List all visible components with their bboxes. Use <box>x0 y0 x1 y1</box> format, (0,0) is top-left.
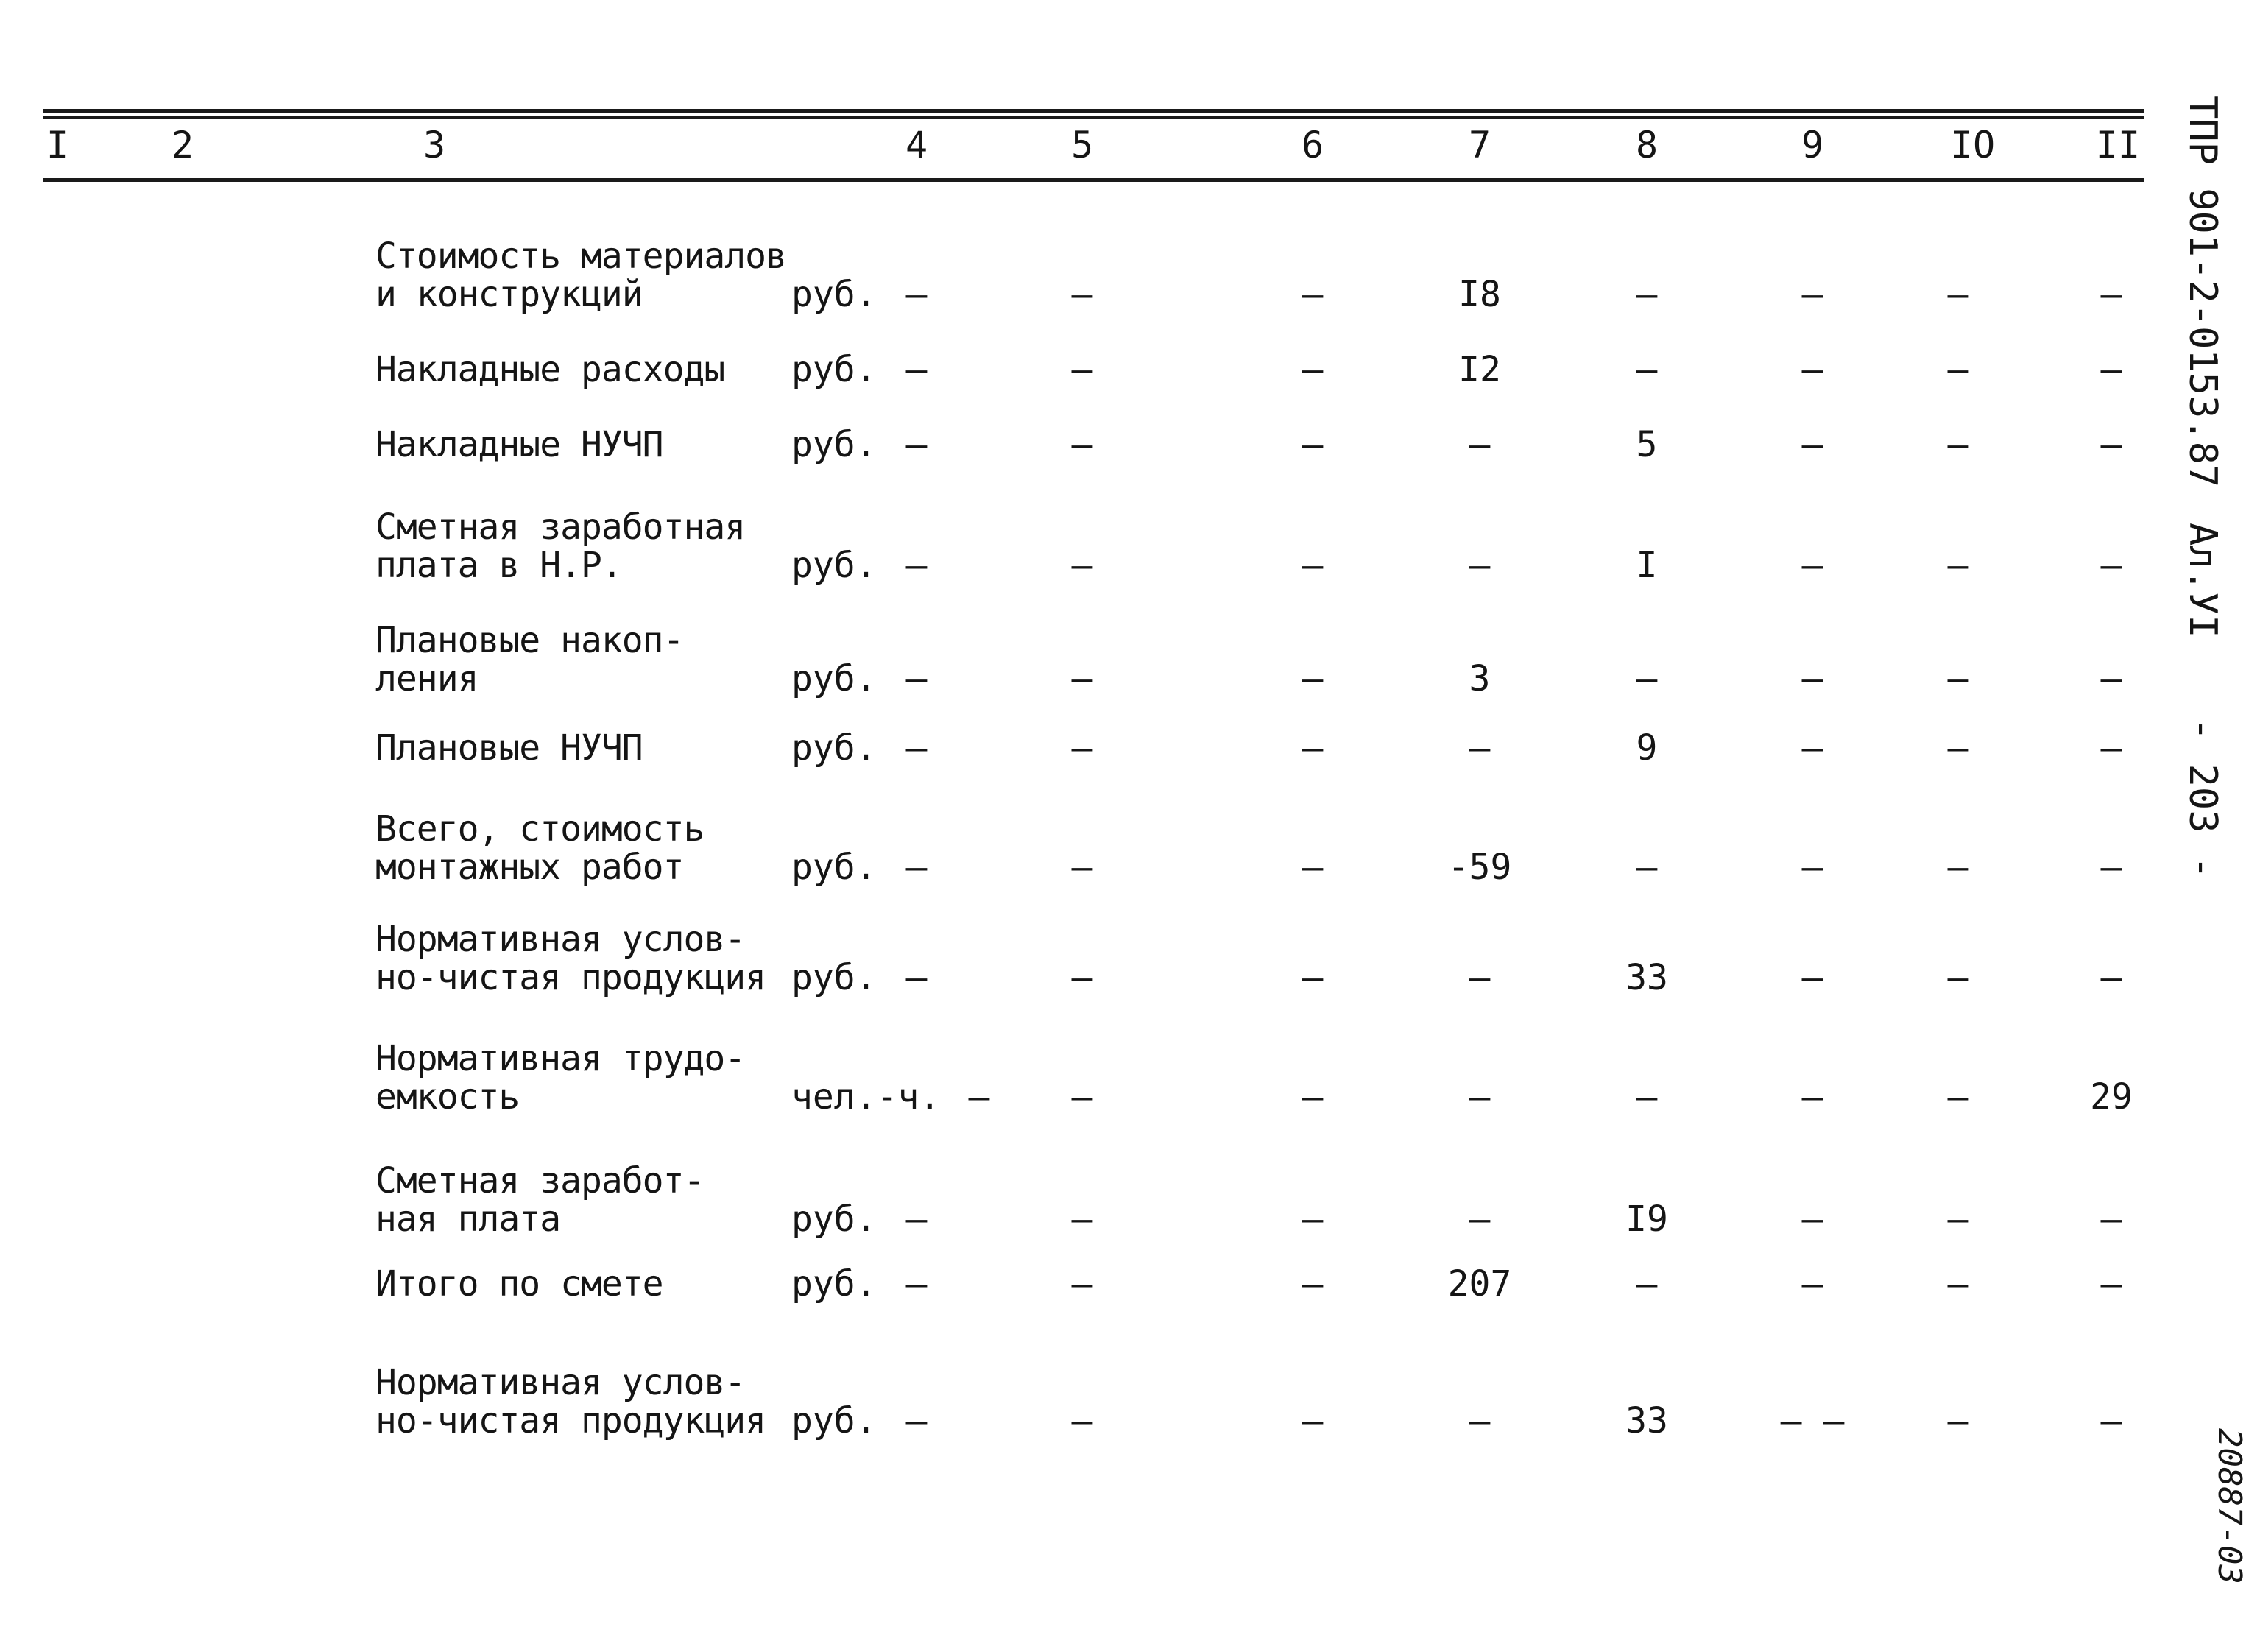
value-col-4: – <box>905 658 928 699</box>
value-col-5: – <box>1071 424 1093 465</box>
value-col-6: – <box>1302 1076 1324 1118</box>
value-col-11: – <box>2100 349 2122 390</box>
value-col-11: – <box>2100 847 2122 888</box>
value-col-7: I2 <box>1458 349 1501 390</box>
item-name-line: ная плата <box>375 1199 561 1240</box>
value-col-5: – <box>1071 349 1093 390</box>
unit-of-measure: руб. <box>791 658 877 699</box>
value-col-9: – <box>1801 957 1823 998</box>
inventory-stamp: 20887-03 <box>2211 1428 2248 1584</box>
item-name-line: но-чистая продукция <box>375 1400 766 1441</box>
value-col-6: – <box>1302 1199 1324 1240</box>
value-col-7: 3 <box>1469 658 1491 699</box>
value-col-5: – <box>1071 658 1093 699</box>
value-col-8: – <box>1636 349 1658 390</box>
value-col-7: -59 <box>1447 847 1512 888</box>
value-col-7: – <box>1469 1199 1491 1240</box>
value-col-9: – <box>1801 349 1823 390</box>
value-col-9: – – <box>1780 1400 1845 1441</box>
value-col-4: – <box>905 1400 928 1441</box>
header-top-rule <box>43 109 2144 113</box>
value-col-8: – <box>1636 1076 1658 1118</box>
value-col-6: – <box>1302 424 1324 465</box>
item-name-line: Накладные расходы <box>375 349 725 390</box>
column-header-5: 5 <box>1070 124 1094 166</box>
value-col-4: – <box>905 349 928 390</box>
album-number: Ал.УI <box>2180 523 2225 638</box>
column-header-4: 4 <box>905 124 928 166</box>
value-col-4: – <box>905 727 928 769</box>
value-col-6: – <box>1302 1400 1324 1441</box>
value-col-5: – <box>1071 727 1093 769</box>
column-header-3: 3 <box>423 124 446 166</box>
value-col-9: – <box>1801 1076 1823 1118</box>
item-name-line: ления <box>375 658 479 699</box>
value-col-6: – <box>1302 847 1324 888</box>
item-name-line: Плановые накоп- <box>375 620 684 661</box>
value-col-10: – <box>1947 545 1969 586</box>
value-col-6: – <box>1302 658 1324 699</box>
value-col-11: – <box>2100 1263 2122 1305</box>
value-col-4: – <box>905 1263 928 1305</box>
item-name-line: монтажных работ <box>375 847 684 888</box>
item-name-line: Итого по смете <box>375 1263 663 1305</box>
unit-of-measure: руб. <box>791 727 877 769</box>
value-col-5: – <box>1071 1076 1093 1118</box>
item-name-line: Всего, стоимость <box>375 808 705 850</box>
column-header-2: 2 <box>171 124 194 166</box>
value-col-7: – <box>1469 957 1491 998</box>
value-col-11: – <box>2100 1199 2122 1240</box>
column-header-8: 8 <box>1635 124 1659 166</box>
item-name-line: но-чистая продукция <box>375 957 766 998</box>
value-col-11: – <box>2100 1400 2122 1441</box>
value-col-4: – <box>905 1199 928 1240</box>
value-col-8: 33 <box>1625 1400 1668 1441</box>
header-bottom-rule <box>43 178 2144 182</box>
item-name-line: Накладные НУЧП <box>375 424 663 465</box>
value-col-5: – <box>1071 545 1093 586</box>
value-col-8: – <box>1636 658 1658 699</box>
value-col-7: 207 <box>1447 1263 1512 1305</box>
value-col-6: – <box>1302 957 1324 998</box>
item-name-line: и конструкций <box>375 274 643 315</box>
value-col-8: 33 <box>1625 957 1668 998</box>
unit-of-measure: руб. <box>791 424 877 465</box>
item-name-line: Нормативная услов- <box>375 1362 746 1403</box>
item-name-line: плата в Н.Р. <box>375 545 622 586</box>
value-col-10: – <box>1947 658 1969 699</box>
value-col-6: – <box>1302 545 1324 586</box>
value-col-11: 29 <box>2090 1076 2133 1118</box>
column-header-9: 9 <box>1801 124 1824 166</box>
value-col-4: – <box>905 847 928 888</box>
unit-of-measure: руб. <box>791 957 877 998</box>
column-header-11: II <box>2095 124 2141 166</box>
value-col-10: – <box>1947 424 1969 465</box>
column-header-7: 7 <box>1468 124 1491 166</box>
value-col-4: – <box>968 1076 990 1118</box>
value-col-10: – <box>1947 1076 1969 1118</box>
unit-of-measure: руб. <box>791 274 877 315</box>
value-col-9: – <box>1801 545 1823 586</box>
document-code: ТПР 901-2-0153.87 <box>2180 96 2225 488</box>
column-header-6: 6 <box>1301 124 1324 166</box>
value-col-7: – <box>1469 727 1491 769</box>
item-name-line: Нормативная трудо- <box>375 1038 746 1079</box>
value-col-10: – <box>1947 274 1969 315</box>
value-col-9: – <box>1801 1263 1823 1305</box>
value-col-11: – <box>2100 727 2122 769</box>
value-col-9: – <box>1801 274 1823 315</box>
value-col-10: – <box>1947 957 1969 998</box>
value-col-7: – <box>1469 545 1491 586</box>
item-name-line: Плановые НУЧП <box>375 727 643 769</box>
value-col-4: – <box>905 957 928 998</box>
header-top-rule-2 <box>43 116 2144 119</box>
value-col-8: I9 <box>1625 1199 1668 1240</box>
page-number: - 203 - <box>2180 718 2225 880</box>
value-col-8: – <box>1636 274 1658 315</box>
value-col-7: – <box>1469 424 1491 465</box>
unit-of-measure: руб. <box>791 349 877 390</box>
value-col-9: – <box>1801 424 1823 465</box>
value-col-5: – <box>1071 1263 1093 1305</box>
item-name-line: Нормативная услов- <box>375 919 746 960</box>
value-col-7: – <box>1469 1400 1491 1441</box>
value-col-5: – <box>1071 274 1093 315</box>
value-col-8: 5 <box>1636 424 1658 465</box>
value-col-11: – <box>2100 424 2122 465</box>
value-col-6: – <box>1302 274 1324 315</box>
unit-of-measure: руб. <box>791 847 877 888</box>
value-col-7: – <box>1469 1076 1491 1118</box>
value-col-8: – <box>1636 847 1658 888</box>
value-col-11: – <box>2100 545 2122 586</box>
value-col-4: – <box>905 424 928 465</box>
column-header-1: I <box>46 124 69 166</box>
value-col-5: – <box>1071 847 1093 888</box>
unit-of-measure: чел.-ч. <box>791 1076 941 1118</box>
value-col-9: – <box>1801 847 1823 888</box>
value-col-11: – <box>2100 658 2122 699</box>
value-col-10: – <box>1947 1263 1969 1305</box>
value-col-9: – <box>1801 1199 1823 1240</box>
value-col-9: – <box>1801 727 1823 769</box>
value-col-6: – <box>1302 349 1324 390</box>
item-name-line: Стоимость материалов <box>375 236 786 277</box>
value-col-10: – <box>1947 1199 1969 1240</box>
value-col-8: – <box>1636 1263 1658 1305</box>
value-col-7: I8 <box>1458 274 1501 315</box>
unit-of-measure: руб. <box>791 1263 877 1305</box>
value-col-6: – <box>1302 1263 1324 1305</box>
value-col-10: – <box>1947 1400 1969 1441</box>
unit-of-measure: руб. <box>791 1400 877 1441</box>
item-name-line: емкость <box>375 1076 520 1118</box>
value-col-5: – <box>1071 957 1093 998</box>
value-col-10: – <box>1947 847 1969 888</box>
column-header-10: IO <box>1950 124 1996 166</box>
value-col-9: – <box>1801 658 1823 699</box>
value-col-8: 9 <box>1636 727 1658 769</box>
value-col-8: I <box>1636 545 1658 586</box>
unit-of-measure: руб. <box>791 1199 877 1240</box>
unit-of-measure: руб. <box>791 545 877 586</box>
item-name-line: Сметная заработная <box>375 506 746 548</box>
value-col-10: – <box>1947 349 1969 390</box>
value-col-5: – <box>1071 1199 1093 1240</box>
value-col-5: – <box>1071 1400 1093 1441</box>
value-col-10: – <box>1947 727 1969 769</box>
value-col-11: – <box>2100 957 2122 998</box>
value-col-6: – <box>1302 727 1324 769</box>
value-col-4: – <box>905 545 928 586</box>
item-name-line: Сметная заработ- <box>375 1160 705 1201</box>
value-col-11: – <box>2100 274 2122 315</box>
value-col-4: – <box>905 274 928 315</box>
